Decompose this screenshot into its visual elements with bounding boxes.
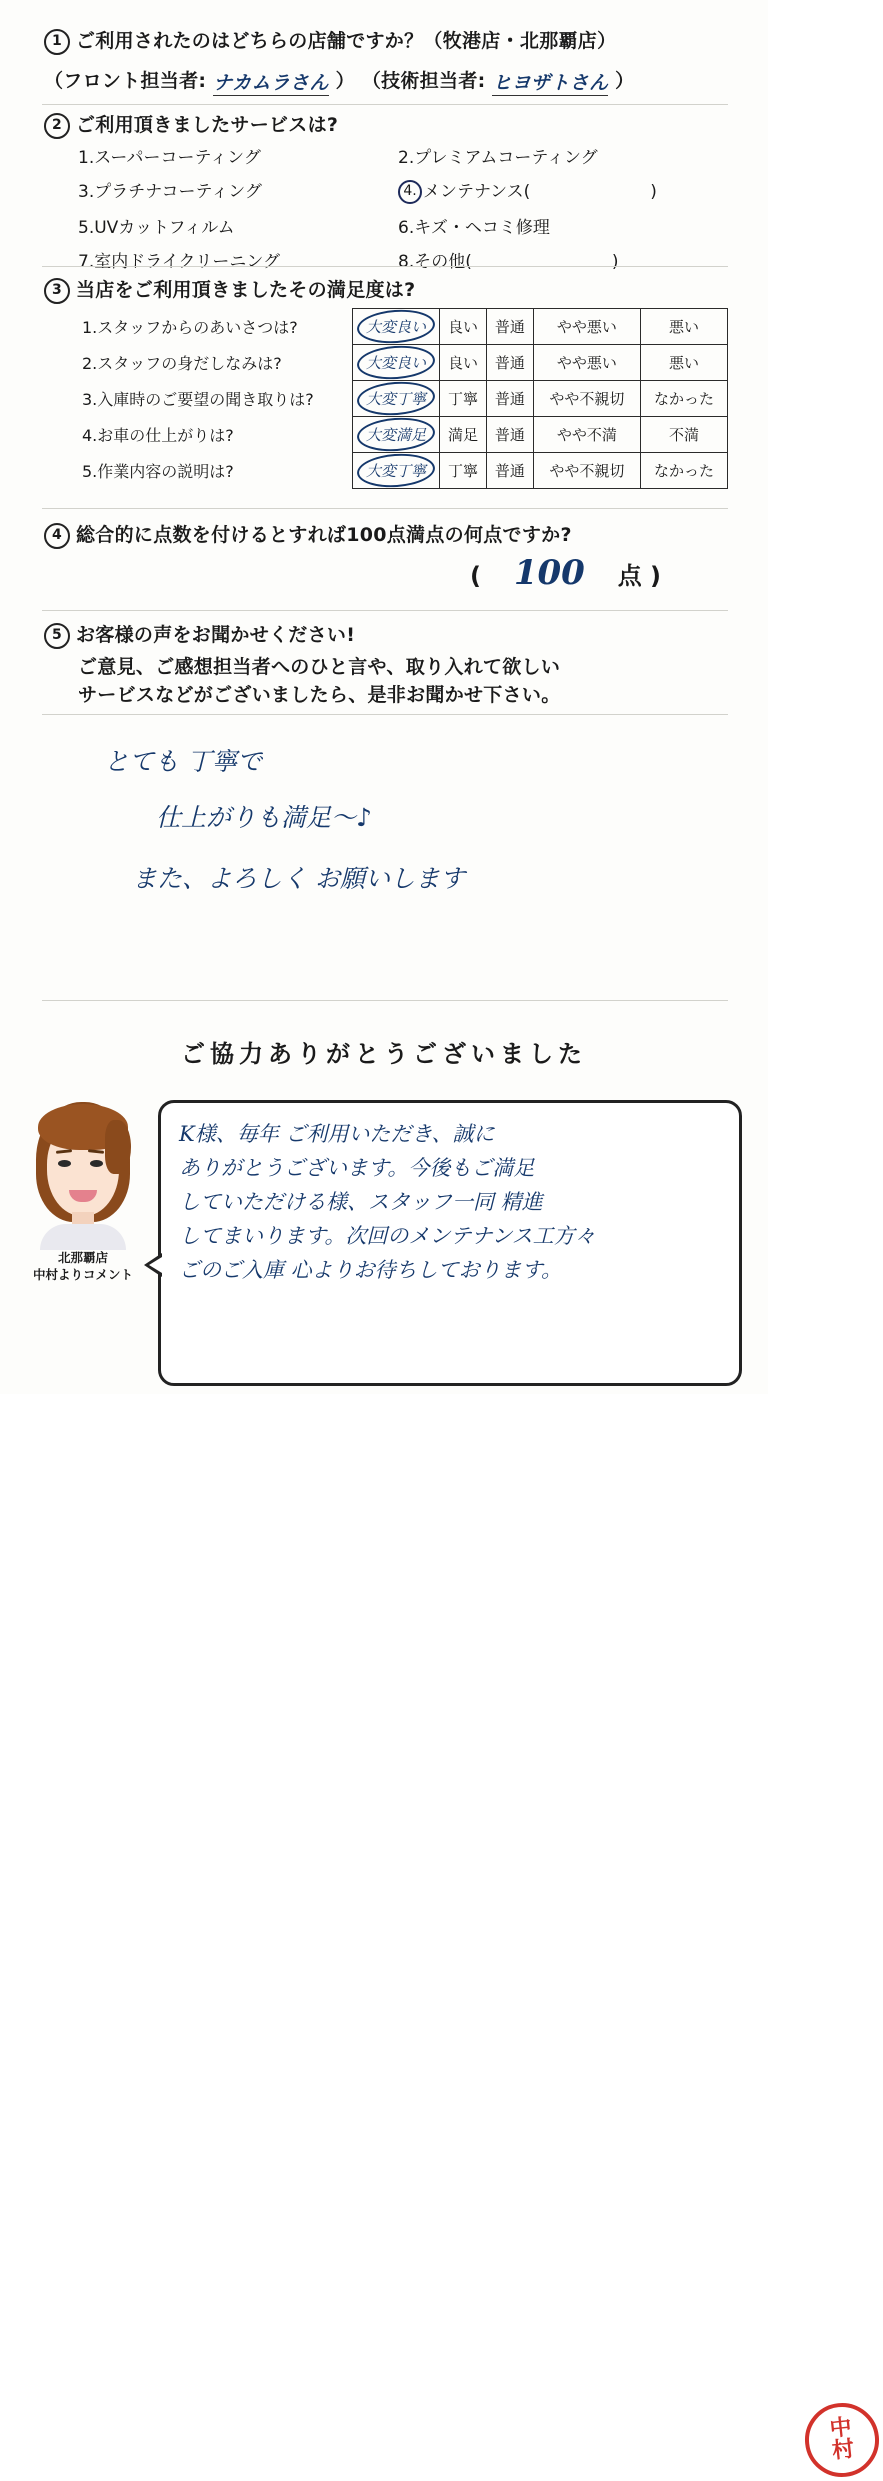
service-option-7-num: 7.: [78, 252, 95, 272]
divider-5: [42, 714, 728, 715]
staff-comment-text: [179, 1117, 727, 1287]
table-row: [78, 345, 728, 381]
question-1-staff-row: [44, 66, 634, 94]
divider-6: [42, 1000, 728, 1001]
question-2: [44, 110, 338, 139]
tech-staff-close: ）: [615, 70, 635, 92]
front-staff-label: （フロント担当者:: [44, 70, 207, 92]
question-3-text: 当店をご利用頂きましたその満足度は?: [76, 279, 416, 301]
question-2-text: ご利用頂きましたサービスは?: [76, 114, 339, 136]
divider-4: [42, 610, 728, 611]
row-1-choice-4[interactable]: やや悪い: [533, 309, 640, 345]
service-option-6-label: キズ・ヘコミ修理: [414, 218, 550, 238]
question-5-line3: サービスなどがございましたら、是非お聞かせ下さい。: [78, 684, 561, 706]
row-1-choice-2[interactable]: 良い: [440, 309, 487, 345]
service-option-8-num: 8.: [398, 252, 415, 272]
service-option-5-num: 5.: [78, 218, 95, 238]
bubble-tail-inner: [149, 1257, 162, 1273]
question-4: [44, 520, 572, 549]
row-4-choice-3[interactable]: 普通: [486, 417, 533, 453]
score-close-paren: ): [650, 562, 662, 590]
question-2-options: [78, 143, 728, 272]
row-3-choice-1[interactable]: 大変丁寧: [353, 381, 440, 417]
table-row: [78, 417, 728, 453]
question-4-number: 4: [44, 523, 70, 549]
staff-comment-line4: してまいります。次回のメンテナンス工方々: [179, 1224, 596, 1249]
row-2-choice-4[interactable]: やや悪い: [533, 345, 640, 381]
table-row: [78, 381, 728, 417]
question-1-text: ご利用されたのはどちらの店舗ですか？（牧港店・北那覇店）: [76, 30, 617, 52]
row-5-choice-2[interactable]: 丁寧: [440, 453, 487, 489]
question-1: [44, 26, 616, 55]
staff-caption-line1: 北那覇店: [57, 1250, 108, 1265]
service-option-4-num-circled: 4.: [398, 180, 422, 204]
row-5-choice-1[interactable]: 大変丁寧: [353, 453, 440, 489]
customer-comment-line1: とても 丁寧で: [104, 747, 262, 776]
question-1-number: 1: [44, 29, 70, 55]
customer-comment-line2: 仕上がりも満足～♪: [156, 802, 372, 832]
service-option-1[interactable]: [78, 143, 398, 168]
row-5-question: 5.作業内容の説明は?: [78, 453, 353, 489]
service-option-8-label: その他(: [414, 252, 472, 272]
staff-comment-line2: ありがとうございます。今後もご満足: [179, 1156, 535, 1181]
row-4-choice-1[interactable]: 大変満足: [353, 417, 440, 453]
question-5-number: 5: [44, 623, 70, 649]
row-4-choice-4[interactable]: やや不満: [533, 417, 640, 453]
service-option-2-num: 2.: [398, 148, 415, 168]
row-1-choice-3[interactable]: 普通: [486, 309, 533, 345]
service-option-6-num: 6.: [398, 218, 415, 238]
divider-3: [42, 508, 728, 509]
row-2-choice-1[interactable]: 大変良い: [353, 345, 440, 381]
service-option-2[interactable]: [398, 143, 728, 168]
question-3: [44, 275, 415, 304]
row-4-choice-5[interactable]: 不満: [640, 417, 727, 453]
stamp-line2: 村: [830, 2436, 856, 2465]
staff-avatar-block: [18, 1098, 148, 1284]
table-row: [78, 309, 728, 345]
staff-caption-line2: 中村よりコメント: [32, 1266, 133, 1282]
service-option-4[interactable]: [398, 177, 728, 204]
front-staff-value[interactable]: ナカムラさん: [213, 68, 328, 96]
row-3-question: 3.入庫時のご要望の聞き取りは?: [78, 381, 353, 417]
divider-2: [42, 266, 728, 267]
question-2-number: 2: [44, 113, 70, 139]
service-option-1-label: スーパーコーティング: [94, 148, 261, 168]
service-option-8[interactable]: [398, 247, 728, 272]
service-option-4-label: メンテナンス(: [423, 182, 531, 202]
service-option-5-label: UVカットフィルム: [94, 218, 235, 238]
row-3-choice-5[interactable]: なかった: [640, 381, 727, 417]
thanks-message: ご協力ありがとうございました: [181, 1040, 587, 1068]
question-3-number: 3: [44, 278, 70, 304]
avatar: [24, 1098, 142, 1248]
service-option-8-tail: ): [611, 252, 619, 272]
service-option-6[interactable]: [398, 213, 728, 238]
row-3-choice-4[interactable]: やや不親切: [533, 381, 640, 417]
row-5-choice-3[interactable]: 普通: [486, 453, 533, 489]
row-2-choice-2[interactable]: 良い: [440, 345, 487, 381]
service-option-7-label: 室内ドライクリーニング: [94, 252, 281, 272]
front-staff-close: ）: [335, 70, 355, 92]
staff-comment-line5: ごのご入庫 心よりお待ちしております。: [179, 1258, 562, 1283]
row-2-choice-5[interactable]: 悪い: [640, 345, 727, 381]
eye-right-shape: [90, 1160, 103, 1167]
tech-staff-value[interactable]: ヒヨザトさん: [492, 68, 608, 96]
service-option-4-tail: ): [650, 182, 657, 202]
service-option-3-label: プラチナコーティング: [94, 182, 262, 202]
score-unit: 点: [617, 562, 642, 590]
staff-comment-line3: していただける様、スタッフ一同 精進: [179, 1190, 543, 1215]
row-2-question: 2.スタッフの身だしなみは?: [78, 345, 353, 381]
score-value[interactable]: 100: [513, 553, 585, 593]
divider-1: [42, 104, 728, 105]
question-4-text: 総合的に点数を付けるとすれば100点満点の何点ですか?: [76, 524, 572, 546]
service-option-3[interactable]: [78, 177, 398, 204]
customer-comment-line3: また、よろしく お願いします: [132, 864, 465, 893]
eye-left-shape: [58, 1160, 71, 1167]
score-open-paren: (: [470, 562, 481, 590]
question-5: [44, 620, 355, 649]
row-5-choice-5[interactable]: なかった: [640, 453, 727, 489]
hanko-stamp-icon: [801, 2399, 882, 2480]
staff-caption: [18, 1250, 148, 1284]
row-1-choice-1[interactable]: 大変良い: [353, 309, 440, 345]
table-row: [78, 453, 728, 489]
hair-front-shape: [38, 1104, 128, 1150]
tech-staff-label: （技術担当者:: [361, 70, 486, 92]
row-5-choice-4[interactable]: やや不親切: [533, 453, 640, 489]
staff-comment-line1: K様、毎年 ご利用いただき、誠に: [179, 1122, 495, 1146]
row-4-question: 4.お車の仕上がりは?: [78, 417, 353, 453]
staff-comment-bubble: [158, 1100, 856, 2465]
row-1-choice-5[interactable]: 悪い: [640, 309, 727, 345]
service-option-1-num: 1.: [78, 148, 95, 168]
body-shape: [40, 1224, 126, 1250]
stamp-line1: 中: [828, 2414, 854, 2443]
service-option-2-label: プレミアムコーティング: [414, 148, 598, 168]
customer-comment[interactable]: [104, 748, 704, 893]
question-5-line1: お客様の声をお聞かせください!: [76, 624, 356, 646]
row-4-choice-2[interactable]: 満足: [440, 417, 487, 453]
row-3-choice-2[interactable]: 丁寧: [440, 381, 487, 417]
satisfaction-table: [78, 308, 728, 489]
score-answer: [470, 553, 661, 593]
row-2-choice-3[interactable]: 普通: [486, 345, 533, 381]
service-option-3-num: 3.: [78, 182, 95, 202]
question-5-line2: ご意見、ご感想担当者へのひと言や、取り入れて欲しい: [78, 656, 561, 678]
row-3-choice-3[interactable]: 普通: [486, 381, 533, 417]
service-option-5[interactable]: [78, 213, 398, 238]
row-1-question: 1.スタッフからのあいさつは?: [78, 309, 353, 345]
service-option-7[interactable]: [78, 247, 398, 272]
